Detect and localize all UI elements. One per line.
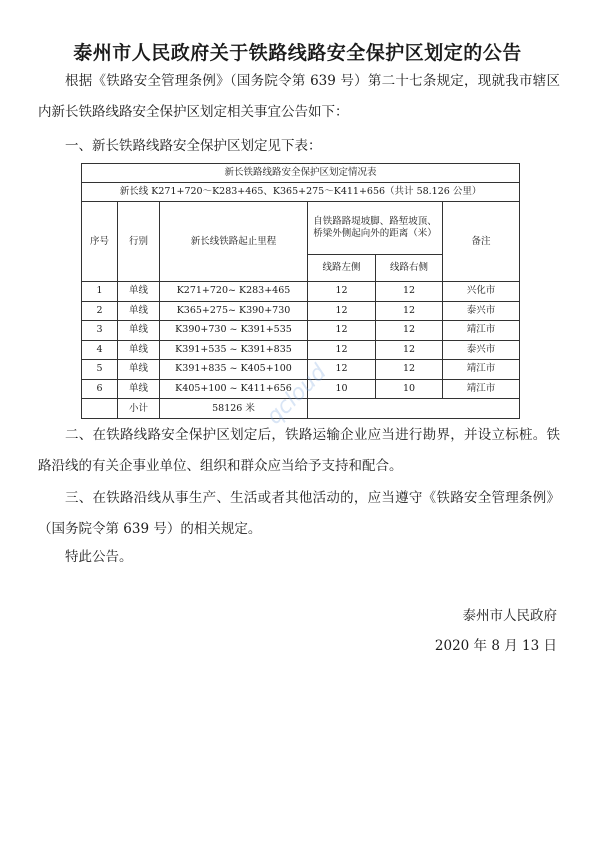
table-row xyxy=(82,360,520,380)
cell-note: 泰兴市 xyxy=(443,301,520,321)
closing-text: 特此公告。 xyxy=(65,549,133,565)
cell-track: 单线 xyxy=(118,379,160,399)
cell-mileage: K390+730 ~ K391+535 xyxy=(160,321,308,341)
header-note: 备注 xyxy=(443,202,520,282)
cell-empty xyxy=(82,399,118,419)
header-right: 线路右侧 xyxy=(376,255,443,282)
cell-track: 单线 xyxy=(118,321,160,341)
cell-seq: 6 xyxy=(82,379,118,399)
document-title: 泰州市人民政府关于铁路线路安全保护区划定的公告 xyxy=(73,42,522,64)
cell-track: 单线 xyxy=(118,301,160,321)
cell-track: 单线 xyxy=(118,282,160,302)
issue-date: 2020 年 8 月 13 日 xyxy=(434,638,557,654)
total-label: 小计 xyxy=(118,399,160,419)
cell-seq: 1 xyxy=(82,282,118,302)
cell-mileage: K365+275~ K390+730 xyxy=(160,301,308,321)
cell-note: 靖江市 xyxy=(443,321,520,341)
cell-right: 12 xyxy=(376,340,443,360)
header-left: 线路左侧 xyxy=(308,255,376,282)
cell-track: 单线 xyxy=(118,360,160,380)
cell-track: 单线 xyxy=(118,340,160,360)
intro-paragraph: 根据《铁路安全管理条例》（国务院令第 639 号）第二十七条规定，现就我市辖区内新长铁路线路安全保护区划定相关事宜公告如下： xyxy=(38,73,560,120)
cell-right: 12 xyxy=(376,282,443,302)
cell-right: 12 xyxy=(376,301,443,321)
cell-right: 12 xyxy=(376,321,443,341)
cell-mileage: K391+535 ~ K391+835 xyxy=(160,340,308,360)
item-2-paragraph: 二、在铁路线路安全保护区划定后，铁路运输企业应当进行勘界，并设立标桩。铁路沿线的有关企事业单位、组织和群众应当给予支持和配合。 xyxy=(38,427,560,474)
cell-seq: 3 xyxy=(82,321,118,341)
cell-left: 12 xyxy=(308,282,376,302)
cell-seq: 4 xyxy=(82,340,118,360)
cell-left: 12 xyxy=(308,340,376,360)
cell-seq: 5 xyxy=(82,360,118,380)
cell-seq: 2 xyxy=(82,301,118,321)
watermark-logo: qcloud xyxy=(262,359,332,430)
total-value: 58126 米 xyxy=(160,399,308,419)
table-row xyxy=(82,321,520,341)
cell-mileage: K405+100 ~ K411+656 xyxy=(160,379,308,399)
cell-left: 10 xyxy=(308,379,376,399)
signature: 泰州市人民政府 xyxy=(462,608,557,624)
table-caption: 新长铁路线路安全保护区划定情况表 xyxy=(82,164,520,183)
header-distance: 自铁路路堤坡脚、路堑坡顶、桥梁外侧起向外的距离（米） xyxy=(308,202,443,255)
cell-note: 兴化市 xyxy=(443,282,520,302)
table-row xyxy=(82,282,520,302)
cell-left: 12 xyxy=(308,321,376,341)
table-range: 新长线 K271+720～K283+465、K365+275～K411+656（共计 58.126 公里） xyxy=(82,183,520,202)
header-mileage: 新长线铁路起止里程 xyxy=(160,202,308,282)
item-1-paragraph: 一、新长铁路线路安全保护区划定见下表： xyxy=(65,138,322,154)
header-track: 行别 xyxy=(118,202,160,282)
protection-zone-table xyxy=(81,163,520,419)
cell-mileage: K271+720~ K283+465 xyxy=(160,282,308,302)
header-seq: 序号 xyxy=(82,202,118,282)
cell-left: 12 xyxy=(308,301,376,321)
cell-mileage: K391+835 ~ K405+100 xyxy=(160,360,308,380)
table-row xyxy=(82,301,520,321)
table-total-row xyxy=(82,399,520,419)
cell-empty xyxy=(308,399,520,419)
cell-note: 靖江市 xyxy=(443,360,520,380)
cell-note: 泰兴市 xyxy=(443,340,520,360)
cell-right: 10 xyxy=(376,379,443,399)
cell-left: 12 xyxy=(308,360,376,380)
cell-right: 12 xyxy=(376,360,443,380)
table-row xyxy=(82,340,520,360)
item-3-paragraph: 三、在铁路沿线从事生产、生活或者其他活动的，应当遵守《铁路安全管理条例》（国务院令第 639 号）的相关规定。 xyxy=(38,490,560,537)
table-row xyxy=(82,379,520,399)
cell-note: 靖江市 xyxy=(443,379,520,399)
